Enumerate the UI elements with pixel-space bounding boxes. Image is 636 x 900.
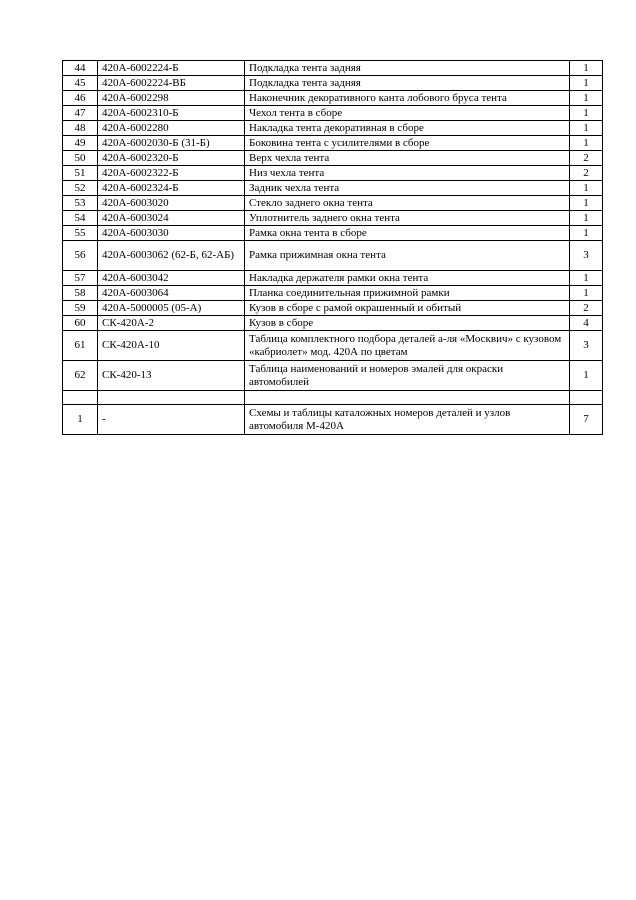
- blank-row: [63, 391, 603, 405]
- quantity-cell: 1: [570, 61, 603, 76]
- table-row: [63, 331, 603, 361]
- catalog-number-cell: 420А-6003024: [98, 211, 245, 226]
- quantity-cell: 1: [570, 76, 603, 91]
- table-row: [63, 196, 603, 211]
- parts-table-body: [63, 61, 603, 435]
- row-number-cell: 44: [63, 61, 98, 76]
- part-name-cell: Наконечник декоративного канта лобового бруса тента: [245, 91, 570, 106]
- row-number-cell: 1: [63, 405, 98, 435]
- catalog-number-cell: 420А-6002280: [98, 121, 245, 136]
- table-row: [63, 121, 603, 136]
- catalog-number-cell: 420А-6003064: [98, 286, 245, 301]
- table-row: [63, 271, 603, 286]
- table-row: [63, 241, 603, 271]
- catalog-number-cell: 420А-6003030: [98, 226, 245, 241]
- table-row: [63, 136, 603, 151]
- quantity-cell: 4: [570, 316, 603, 331]
- catalog-number-cell: 420А-6002310-Б: [98, 106, 245, 121]
- part-name-cell: Низ чехла тента: [245, 166, 570, 181]
- part-name-cell: Схемы и таблицы каталожных номеров деталей и узлов автомобиля М-420А: [245, 405, 570, 435]
- table-row: [63, 106, 603, 121]
- quantity-cell: 3: [570, 241, 603, 271]
- part-name-cell: Чехол тента в сборе: [245, 106, 570, 121]
- table-row: [63, 61, 603, 76]
- catalog-number-cell: 420А-6002324-Б: [98, 181, 245, 196]
- row-number-cell: 62: [63, 361, 98, 391]
- quantity-cell: 1: [570, 121, 603, 136]
- table-row: [63, 316, 603, 331]
- row-number-cell: 59: [63, 301, 98, 316]
- catalog-number-cell: 420А-6002298: [98, 91, 245, 106]
- part-name-cell: Уплотнитель заднего окна тента: [245, 211, 570, 226]
- part-name-cell: Накладка тента декоративная в сборе: [245, 121, 570, 136]
- table-row: [63, 286, 603, 301]
- part-name-cell: Задник чехла тента: [245, 181, 570, 196]
- table-row: [63, 166, 603, 181]
- catalog-number-cell: 420А-6003042: [98, 271, 245, 286]
- row-number-cell: [63, 391, 98, 405]
- part-name-cell: Подкладка тента задняя: [245, 76, 570, 91]
- quantity-cell: 3: [570, 331, 603, 361]
- quantity-cell: 1: [570, 211, 603, 226]
- row-number-cell: 54: [63, 211, 98, 226]
- row-number-cell: 50: [63, 151, 98, 166]
- row-number-cell: 60: [63, 316, 98, 331]
- table-row: [63, 301, 603, 316]
- row-number-cell: 58: [63, 286, 98, 301]
- row-number-cell: 53: [63, 196, 98, 211]
- quantity-cell: 1: [570, 106, 603, 121]
- table-row: [63, 91, 603, 106]
- part-name-cell: Рамка прижимная окна тента: [245, 241, 570, 271]
- table-row: [63, 226, 603, 241]
- catalog-number-cell: 420А-6003062 (62-Б, 62-АБ): [98, 241, 245, 271]
- row-number-cell: 57: [63, 271, 98, 286]
- table-row: [63, 361, 603, 391]
- row-number-cell: 46: [63, 91, 98, 106]
- catalog-number-cell: 420А-6003020: [98, 196, 245, 211]
- part-name-cell: Верх чехла тента: [245, 151, 570, 166]
- quantity-cell: 1: [570, 91, 603, 106]
- quantity-cell: 1: [570, 226, 603, 241]
- row-number-cell: 61: [63, 331, 98, 361]
- part-name-cell: Накладка держателя рамки окна тента: [245, 271, 570, 286]
- quantity-cell: 1: [570, 361, 603, 391]
- row-number-cell: 49: [63, 136, 98, 151]
- row-number-cell: 51: [63, 166, 98, 181]
- part-name-cell: Кузов в сборе: [245, 316, 570, 331]
- quantity-cell: [570, 391, 603, 405]
- part-name-cell: Таблица наименований и номеров эмалей для окраски автомобилей: [245, 361, 570, 391]
- quantity-cell: 2: [570, 151, 603, 166]
- part-name-cell: Подкладка тента задняя: [245, 61, 570, 76]
- table-row: [63, 76, 603, 91]
- quantity-cell: 2: [570, 301, 603, 316]
- catalog-number-cell: 420А-6002224-Б: [98, 61, 245, 76]
- catalog-number-cell: СК-420А-10: [98, 331, 245, 361]
- catalog-number-cell: СК-420-13: [98, 361, 245, 391]
- row-number-cell: 56: [63, 241, 98, 271]
- table-row: [63, 151, 603, 166]
- catalog-number-cell: 420А-5000005 (05-А): [98, 301, 245, 316]
- row-number-cell: 47: [63, 106, 98, 121]
- table-row: [63, 181, 603, 196]
- row-number-cell: 52: [63, 181, 98, 196]
- part-name-cell: Планка соединительная прижимной рамки: [245, 286, 570, 301]
- quantity-cell: 2: [570, 166, 603, 181]
- quantity-cell: 1: [570, 181, 603, 196]
- part-name-cell: Стекло заднего окна тента: [245, 196, 570, 211]
- quantity-cell: 1: [570, 286, 603, 301]
- catalog-number-cell: 420А-6002320-Б: [98, 151, 245, 166]
- row-number-cell: 45: [63, 76, 98, 91]
- catalog-number-cell: -: [98, 405, 245, 435]
- part-name-cell: Боковина тента с усилителями в сборе: [245, 136, 570, 151]
- table-row: [63, 405, 603, 435]
- catalog-number-cell: 420А-6002224-ВБ: [98, 76, 245, 91]
- catalog-number-cell: 420А-6002030-Б (31-Б): [98, 136, 245, 151]
- part-name-cell: Рамка окна тента в сборе: [245, 226, 570, 241]
- quantity-cell: 1: [570, 271, 603, 286]
- part-name-cell: Таблица комплектного подбора деталей а-ля «Москвич» с кузовом «кабриолет» мод. 420А по цветам: [245, 331, 570, 361]
- quantity-cell: 7: [570, 405, 603, 435]
- catalog-number-cell: 420А-6002322-Б: [98, 166, 245, 181]
- quantity-cell: 1: [570, 136, 603, 151]
- quantity-cell: 1: [570, 196, 603, 211]
- row-number-cell: 48: [63, 121, 98, 136]
- part-name-cell: Кузов в сборе с рамой окрашенный и обитый: [245, 301, 570, 316]
- table-row: [63, 211, 603, 226]
- parts-table: [62, 60, 603, 435]
- part-name-cell: [245, 391, 570, 405]
- catalog-number-cell: СК-420А-2: [98, 316, 245, 331]
- catalog-number-cell: [98, 391, 245, 405]
- row-number-cell: 55: [63, 226, 98, 241]
